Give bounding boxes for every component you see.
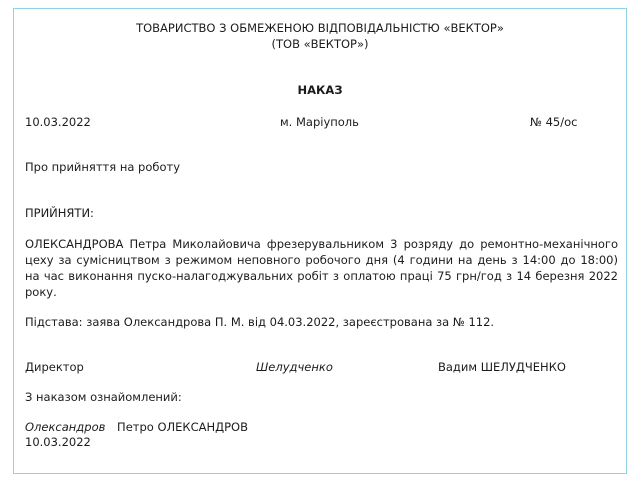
signer-position: Директор bbox=[25, 360, 84, 374]
acknowledgement-date: 10.03.2022 bbox=[25, 435, 91, 449]
order-place: м. Маріуполь bbox=[280, 115, 359, 129]
signer-name: Вадим ШЕЛУДЧЕНКО bbox=[438, 360, 566, 374]
employee-signature: Олександров bbox=[25, 420, 106, 434]
order-content: ОЛЕКСАНДРОВА Петра Миколайовича фрезерувальником 3 розряду до ремонтно-механічного цеху за сумісництвом з режимом неповного робочого дня (4 години на день з 14:00 до 18:00) на час виконання пуско-налагоджувальних робіт з оплатою праці 75 грн/год з 14 березня 2022 року. bbox=[25, 237, 618, 299]
decision-heading: ПРИЙНЯТИ: bbox=[25, 206, 94, 220]
employee-name: Петро ОЛЕКСАНДРОВ bbox=[117, 420, 248, 434]
order-basis: Підстава: заява Олександрова П. М. від 04.03.2022, зареєстрована за № 112. bbox=[25, 315, 495, 329]
order-number: № 45/ос bbox=[530, 115, 578, 129]
company-full-name: ТОВАРИСТВО З ОБМЕЖЕНОЮ ВІДПОВІДАЛЬНІСТЮ «ВЕКТОР» bbox=[136, 21, 504, 35]
order-date: 10.03.2022 bbox=[25, 115, 91, 129]
company-short-name: (ТОВ «ВЕКТОР») bbox=[271, 37, 369, 51]
acknowledgement-label: З наказом ознайомлений: bbox=[25, 390, 182, 404]
signer-signature: Шелудченко bbox=[256, 360, 333, 374]
order-subject: Про прийняття на роботу bbox=[25, 160, 181, 174]
acknowledgement-row bbox=[25, 420, 248, 435]
order-title: НАКАЗ bbox=[297, 83, 343, 97]
